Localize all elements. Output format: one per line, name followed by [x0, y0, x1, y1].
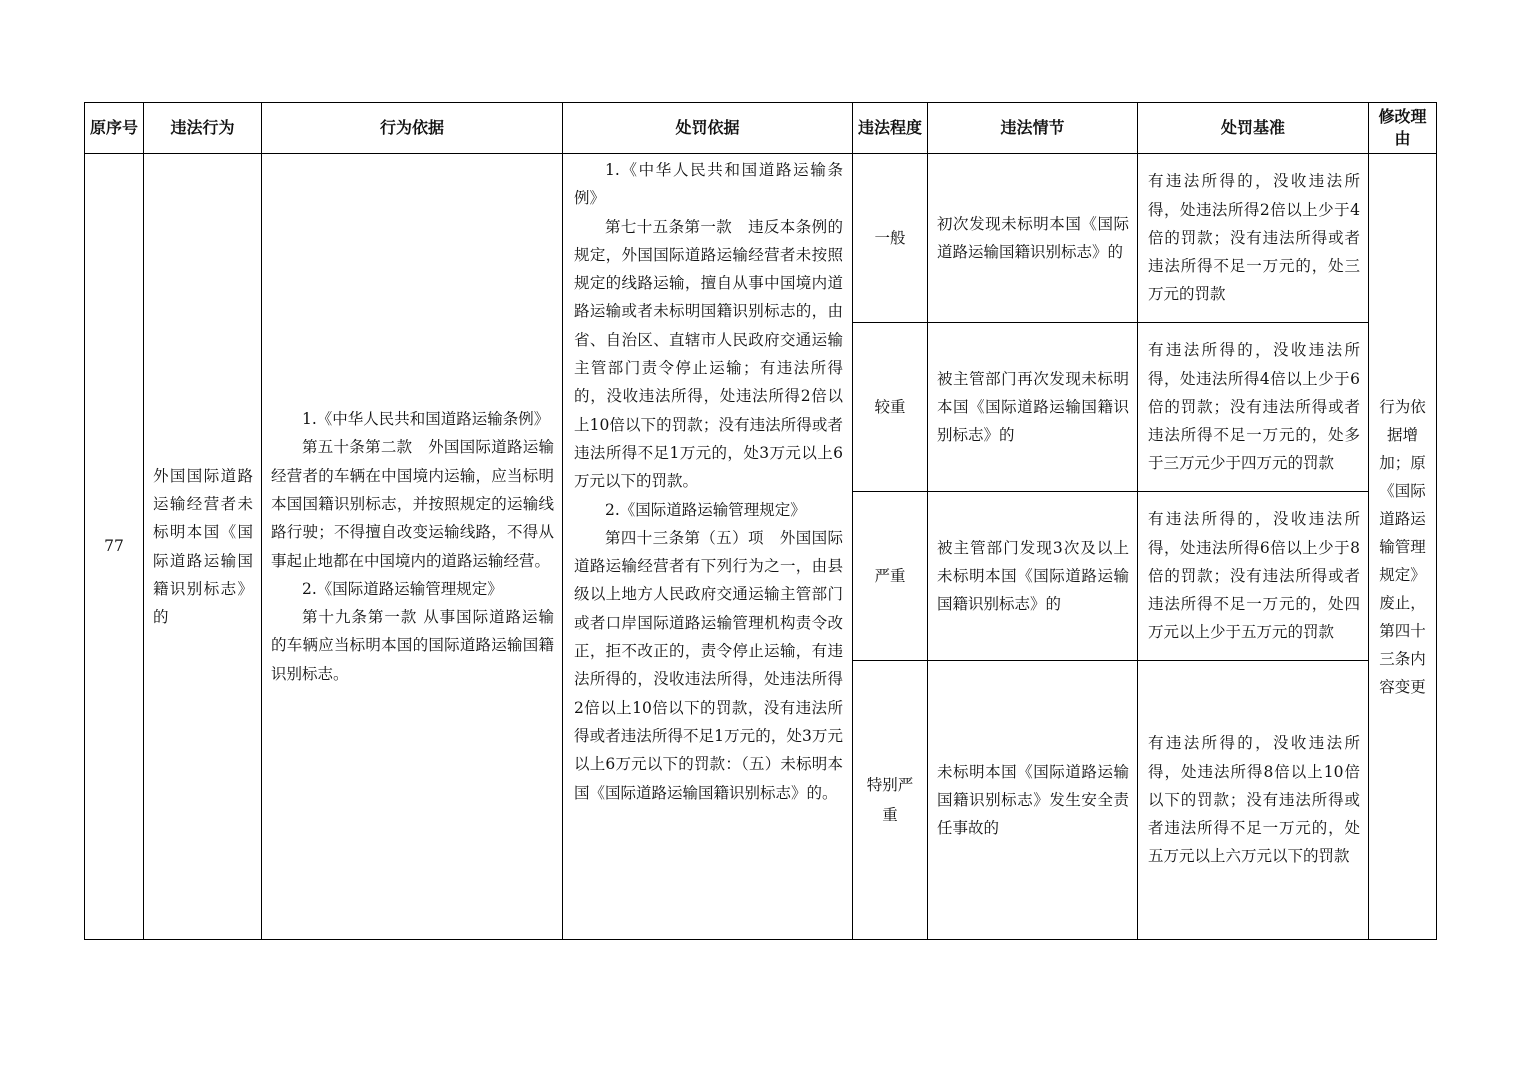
- penalty-basis-clause-2: 第四十三条第（五）项 外国国际道路运输经营者有下列行为之一，由县级以上地方人民政府交通运输主管部门或者口岸国际道路运输管理机构责令改正，拒不改正的，责令停止运输，有违法所得的，没收违法所得，处违法所得2倍以上10倍以下的罚款，没有违法所得或者违法所得不足1万元的，处3万元以上6万元以下的罚款：（五）未标明本国《国际道路运输国籍识别标志》的。: [574, 528, 843, 802]
- record-seq: 77: [85, 154, 144, 940]
- act-basis-law-2: 2.《国际道路运输管理规定》: [302, 579, 503, 598]
- level-standard: 有违法所得的，没收违法所得，处违法所得8倍以上10倍以下的罚款；没有违法所得或者违法所得不足一万元的，处五万元以上六万元以下的罚款: [1138, 661, 1369, 940]
- level-circumstance: 被主管部门再次发现未标明本国《国际道路运输国籍识别标志》的: [928, 323, 1138, 492]
- level-standard: 有违法所得的，没收违法所得，处违法所得4倍以上少于6倍的罚款；没有违法所得或者违法所得不足一万元的，处多于三万元少于四万元的罚款: [1138, 323, 1369, 492]
- header-reason: 修改理由: [1369, 103, 1437, 154]
- penalty-standard-table: [84, 102, 1437, 940]
- penalty-basis-clause-1: 第七十五条第一款 违反本条例的规定，外国国际道路运输经营者未按照规定的线路运输，擅自从事中国境内道路运输或者未标明国籍识别标志的，由省、自治区、直辖市人民政府交通运输主管部门责令停止运输；有违法所得的，没收违法所得，处违法所得2倍以上10倍以下的罚款；没有违法所得或者违法所得不足1万元的，处3万元以上6万元以下的罚款。: [574, 217, 843, 491]
- header-row: [85, 103, 1437, 154]
- table-row: [85, 154, 1437, 323]
- level-circumstance: 未标明本国《国际道路运输国籍识别标志》发生安全责任事故的: [928, 661, 1138, 940]
- act-basis-clause-2: 第十九条第一款 从事国际道路运输的车辆应当标明本国的国际道路运输国籍识别标志。: [271, 608, 554, 683]
- level-circumstance: 被主管部门发现3次及以上未标明本国《国际道路运输国籍识别标志》的: [928, 492, 1138, 661]
- header-circumstance: 违法情节: [928, 103, 1138, 154]
- penalty-basis-law-1: 1.《中华人民共和国道路运输条例》: [574, 161, 843, 208]
- level-standard: 有违法所得的，没收违法所得，处违法所得2倍以上少于4倍的罚款；没有违法所得或者违法所得不足一万元的，处三万元的罚款: [1138, 154, 1369, 323]
- level-degree: 严重: [853, 492, 928, 661]
- header-penalty-basis: 处罚依据: [563, 103, 853, 154]
- header-violation: 违法行为: [144, 103, 262, 154]
- record-reason: 行为依据增加；原《国际道路运输管理规定》废止，第四十三条内容变更: [1369, 154, 1437, 940]
- act-basis-law-1: 1.《中华人民共和国道路运输条例》: [302, 410, 550, 429]
- level-degree: 较重: [853, 323, 928, 492]
- header-seq: 原序号: [85, 103, 144, 154]
- record-act-basis: [262, 154, 563, 940]
- level-circumstance: 初次发现未标明本国《国际道路运输国籍识别标志》的: [928, 154, 1138, 323]
- penalty-basis-law-2: 2.《国际道路运输管理规定》: [605, 500, 806, 519]
- header-degree: 违法程度: [853, 103, 928, 154]
- level-standard: 有违法所得的，没收违法所得，处违法所得6倍以上少于8倍的罚款；没有违法所得或者违法所得不足一万元的，处四万元以上少于五万元的罚款: [1138, 492, 1369, 661]
- level-degree: 一般: [853, 154, 928, 323]
- record-penalty-basis: [563, 154, 853, 940]
- header-standard: 处罚基准: [1138, 103, 1369, 154]
- level-degree: 特别严重: [853, 661, 928, 940]
- record-violation: 外国国际道路运输经营者未标明本国《国际道路运输国籍识别标志》的: [144, 154, 262, 940]
- header-act-basis: 行为依据: [262, 103, 563, 154]
- act-basis-clause-1: 第五十条第二款 外国国际道路运输经营者的车辆在中国境内运输，应当标明本国国籍识别标志，并按照规定的运输线路行驶；不得擅自改变运输线路，不得从事起止地都在中国境内的道路运输经营。: [271, 438, 554, 570]
